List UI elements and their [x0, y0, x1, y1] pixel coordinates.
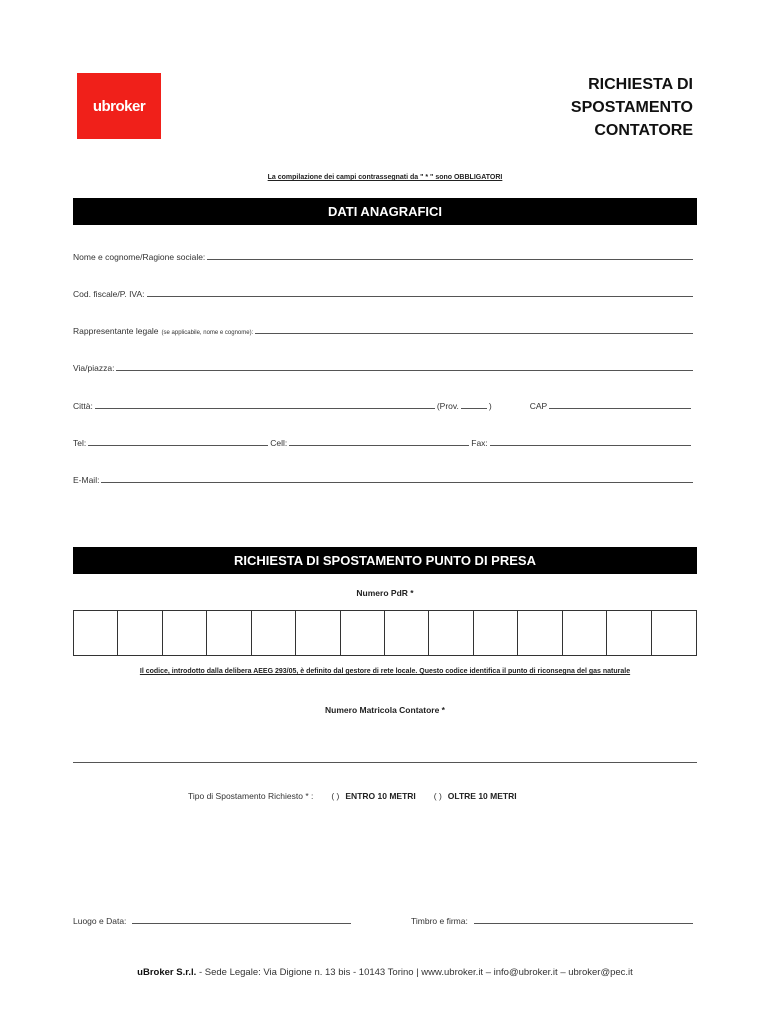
cell-label: Cell:	[270, 438, 288, 448]
option-oltre-label: OLTRE 10 METRI	[447, 791, 517, 801]
luogo-input-line[interactable]	[132, 915, 351, 924]
pdr-cell[interactable]	[296, 611, 340, 655]
prov-close: )	[488, 401, 492, 411]
pdr-cell[interactable]	[429, 611, 473, 655]
luogo-label: Luogo e Data:	[73, 916, 127, 926]
pdr-cell[interactable]	[118, 611, 162, 655]
option-oltre-checkbox[interactable]: ( )	[433, 791, 442, 801]
pdr-cell[interactable]	[252, 611, 296, 655]
cap-label: CAP	[529, 401, 548, 411]
logo-text: ubroker	[92, 97, 146, 115]
matricola-label: Numero Matricola Contatore *	[325, 705, 445, 715]
pdr-note: Il codice, introdotto dalla delibera AEEG 293/05, è definito dal gestore di rete locale. Questo codice identifica il punto di riconsegna del gas naturale	[139, 668, 631, 675]
footer-company: uBroker S.r.l.	[137, 967, 197, 978]
cell-input-line[interactable]	[289, 437, 469, 446]
rappresentante-input-line[interactable]	[255, 325, 693, 334]
rappresentante-field[interactable]	[73, 325, 693, 336]
luogo-data-field	[73, 915, 353, 926]
citta-input-line[interactable]	[95, 400, 435, 409]
fax-input-line[interactable]	[490, 437, 691, 446]
footer-details: - Sede Legale: Via Digione n. 13 bis - 10143 Torino | www.ubroker.it – info@ubroker.it – ubroker@pec.it	[198, 967, 633, 978]
cod-fiscale-label: Cod. fiscale/P. IVA:	[73, 289, 145, 299]
pdr-label: Numero PdR *	[356, 588, 414, 598]
pdr-grid	[73, 610, 697, 656]
email-label: E-Mail:	[73, 475, 100, 485]
citta-row	[73, 400, 693, 411]
pdr-cell[interactable]	[563, 611, 607, 655]
via-input-line[interactable]	[116, 362, 693, 371]
section-heading: DATI ANAGRAFICI	[327, 204, 443, 219]
rappresentante-label: Rappresentante legale	[73, 326, 159, 336]
pdr-cell[interactable]	[341, 611, 385, 655]
email-field[interactable]	[73, 474, 693, 485]
timbro-label: Timbro e firma:	[411, 916, 468, 926]
mandatory-notice: La compilazione dei campi contrassegnati da " * " sono OBBLIGATORI	[267, 174, 503, 181]
title-line-1: RICHIESTA DI	[588, 76, 693, 93]
fax-label: Fax:	[471, 438, 488, 448]
matricola-input-line[interactable]	[73, 762, 697, 763]
prov-label: (Prov.	[436, 401, 459, 411]
tel-input-line[interactable]	[88, 437, 268, 446]
via-label: Via/piazza:	[73, 363, 115, 373]
pdr-cell[interactable]	[74, 611, 118, 655]
section-dati-anagrafici	[73, 198, 697, 225]
pdr-cell[interactable]	[385, 611, 429, 655]
tel-label: Tel:	[73, 438, 87, 448]
cod-fiscale-input-line[interactable]	[147, 288, 694, 297]
pdr-cell[interactable]	[163, 611, 207, 655]
title-line-3: CONTATORE	[594, 122, 693, 139]
pdr-cell[interactable]	[652, 611, 696, 655]
nome-input-line[interactable]	[207, 251, 693, 260]
pdr-cell[interactable]	[474, 611, 518, 655]
pdr-cell[interactable]	[518, 611, 562, 655]
ubroker-logo	[77, 73, 161, 139]
section-richiesta-spostamento	[73, 547, 697, 574]
cap-input-line[interactable]	[549, 400, 691, 409]
via-field[interactable]	[73, 362, 693, 373]
tipo-label: Tipo di Spostamento Richiesto * :	[188, 791, 314, 801]
document-title	[493, 73, 693, 142]
title-line-2: SPOSTAMENTO	[570, 99, 693, 116]
pdr-cell[interactable]	[607, 611, 651, 655]
footer	[0, 967, 770, 978]
pdr-cell[interactable]	[207, 611, 251, 655]
nome-label: Nome e cognome/Ragione sociale:	[73, 252, 206, 262]
timbro-input-line[interactable]	[474, 915, 693, 924]
option-entro-label: ENTRO 10 METRI	[345, 791, 416, 801]
tipo-spostamento-row	[188, 791, 517, 801]
option-entro-checkbox[interactable]: ( )	[331, 791, 340, 801]
citta-label: Città:	[73, 401, 93, 411]
contact-row	[73, 437, 693, 448]
prov-input-line[interactable]	[461, 400, 487, 409]
email-input-line[interactable]	[101, 474, 693, 483]
timbro-firma-field	[411, 915, 695, 926]
section-heading: RICHIESTA DI SPOSTAMENTO PUNTO DI PRESA	[234, 553, 536, 568]
nome-field[interactable]	[73, 251, 693, 262]
cod-fiscale-field[interactable]	[73, 288, 693, 299]
rappresentante-note: (se applicabile, nome e cognome):	[161, 330, 254, 336]
